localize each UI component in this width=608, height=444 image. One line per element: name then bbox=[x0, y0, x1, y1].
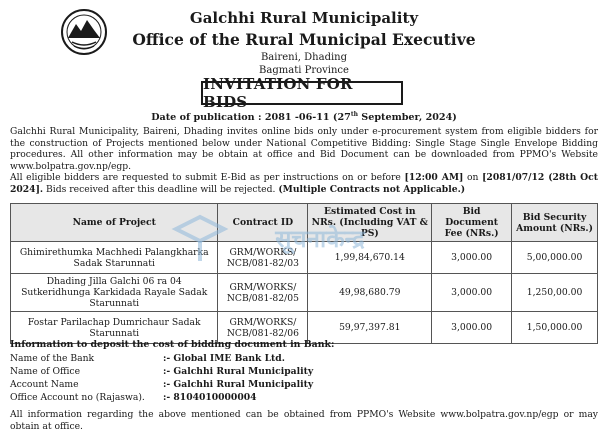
publication-date-sup: th bbox=[350, 111, 358, 118]
col-header-bid-security: Bid Security Amount (NRs.) bbox=[512, 204, 598, 242]
col-header-project: Name of Project bbox=[11, 204, 218, 242]
location-line-1: Baireni, Dhading bbox=[260, 52, 348, 63]
estimated-cost: 49,98,680.79 bbox=[308, 274, 432, 312]
deposit-value: :- 8104010000004 bbox=[163, 392, 257, 403]
deposit-value: :- Galchhi Rural Municipality bbox=[163, 379, 314, 390]
project-name: Ghimirethumka Machhedi Palangkharka Sadak Starunnati bbox=[11, 242, 218, 274]
contract-id: GRM/WORKS/ NCB/081-82/06 bbox=[218, 312, 308, 344]
bid-fee: 3,000.00 bbox=[432, 274, 512, 312]
publication-date-suffix: September, 2024) bbox=[357, 112, 457, 124]
deposit-label: Office Account no (Rajaswa). bbox=[10, 392, 145, 403]
estimated-cost: 1,99,84,670.14 bbox=[308, 242, 432, 274]
estimated-cost: 59,97,397.81 bbox=[308, 312, 432, 344]
notice-title: INVITATION FOR BIDS bbox=[201, 81, 403, 105]
document-header bbox=[0, 0, 608, 78]
deposit-label: Name of the Bank bbox=[10, 353, 95, 364]
bids-table bbox=[10, 203, 598, 344]
col-header-contract-id: Contract ID bbox=[218, 204, 308, 242]
contract-id: GRM/WORKS/ NCB/081-82/05 bbox=[218, 274, 308, 312]
deposit-value: :- Galchhi Rural Municipality bbox=[163, 366, 314, 377]
project-name: Fostar Parilachap Dumrichaur Sadak Starunnati bbox=[11, 312, 218, 344]
municipality-name: Galchhi Rural Municipality bbox=[189, 9, 419, 27]
location-line-2: Bagmati Province bbox=[259, 65, 349, 76]
submission-time: [12:00 AM] bbox=[404, 172, 464, 184]
watermark-text: सूचनाकेन्द्र bbox=[275, 225, 365, 253]
publication-date bbox=[0, 111, 608, 123]
project-name: Dhading Jilla Galchi 06 ra 04 Sutkeridhunga Karkidada Rayale Sadak Starunnati bbox=[11, 274, 218, 312]
deposit-value: :- Global IME Bank Ltd. bbox=[163, 353, 285, 364]
bid-security: 1,50,000.00 bbox=[512, 312, 598, 344]
submission-deadline: [2081/07/12 (28th Oct 2024]. bbox=[10, 172, 598, 195]
table-header-row bbox=[11, 204, 598, 242]
col-header-estimated-cost: Estimated Cost in NRs. (Including VAT & PS) bbox=[308, 204, 432, 242]
intro-paragraph-2 bbox=[10, 172, 598, 195]
bid-security: 5,00,000.00 bbox=[512, 242, 598, 274]
deposit-heading: Information to deposit the cost of bidding document in Bank: bbox=[10, 339, 335, 350]
publication-date-prefix: Date of publication : 2081 -06-11 (27 bbox=[151, 112, 351, 124]
intro-paragraph bbox=[10, 126, 598, 196]
footer-note: All information regarding the above mentioned can be obtained from PPMO's Website www.bolpatra.gov.np/egp or may obtain at office. bbox=[10, 409, 598, 432]
submission-text-b: on bbox=[463, 172, 483, 184]
deposit-label: Account Name bbox=[10, 379, 79, 390]
intro-paragraph-1: Galchhi Rural Municipality, Baireni, Dhading invites online bids only under e-procurement system from eligible bidders for the construction of Projects mentioned below under National Competitive Bidding: Single Stage Single Envelope Bidding procedures. All other information may be obtain at office and Bid Document can be downloaded from PPMO's Website www.bolpatra.gov.np/egp. bbox=[10, 126, 598, 172]
submission-text-a: All eligible bidders are requested to submit E-Bid as per instructions on or before bbox=[10, 172, 405, 184]
bid-fee: 3,000.00 bbox=[432, 312, 512, 344]
table-row bbox=[11, 242, 598, 274]
multiple-contracts-note: (Multiple Contracts not Applicable.) bbox=[278, 183, 466, 195]
col-header-bid-fee: Bid Document Fee (NRs.) bbox=[432, 204, 512, 242]
bid-fee: 3,000.00 bbox=[432, 242, 512, 274]
contract-id: GRM/WORKS/ NCB/081-82/03 bbox=[218, 242, 308, 274]
table-row bbox=[11, 274, 598, 312]
deposit-label: Name of Office bbox=[10, 366, 81, 377]
submission-text-c: Bids received after this deadline will be rejected. bbox=[43, 183, 279, 195]
office-name: Office of the Rural Municipal Executive bbox=[132, 30, 476, 49]
bid-security: 1,250,00.00 bbox=[512, 274, 598, 312]
